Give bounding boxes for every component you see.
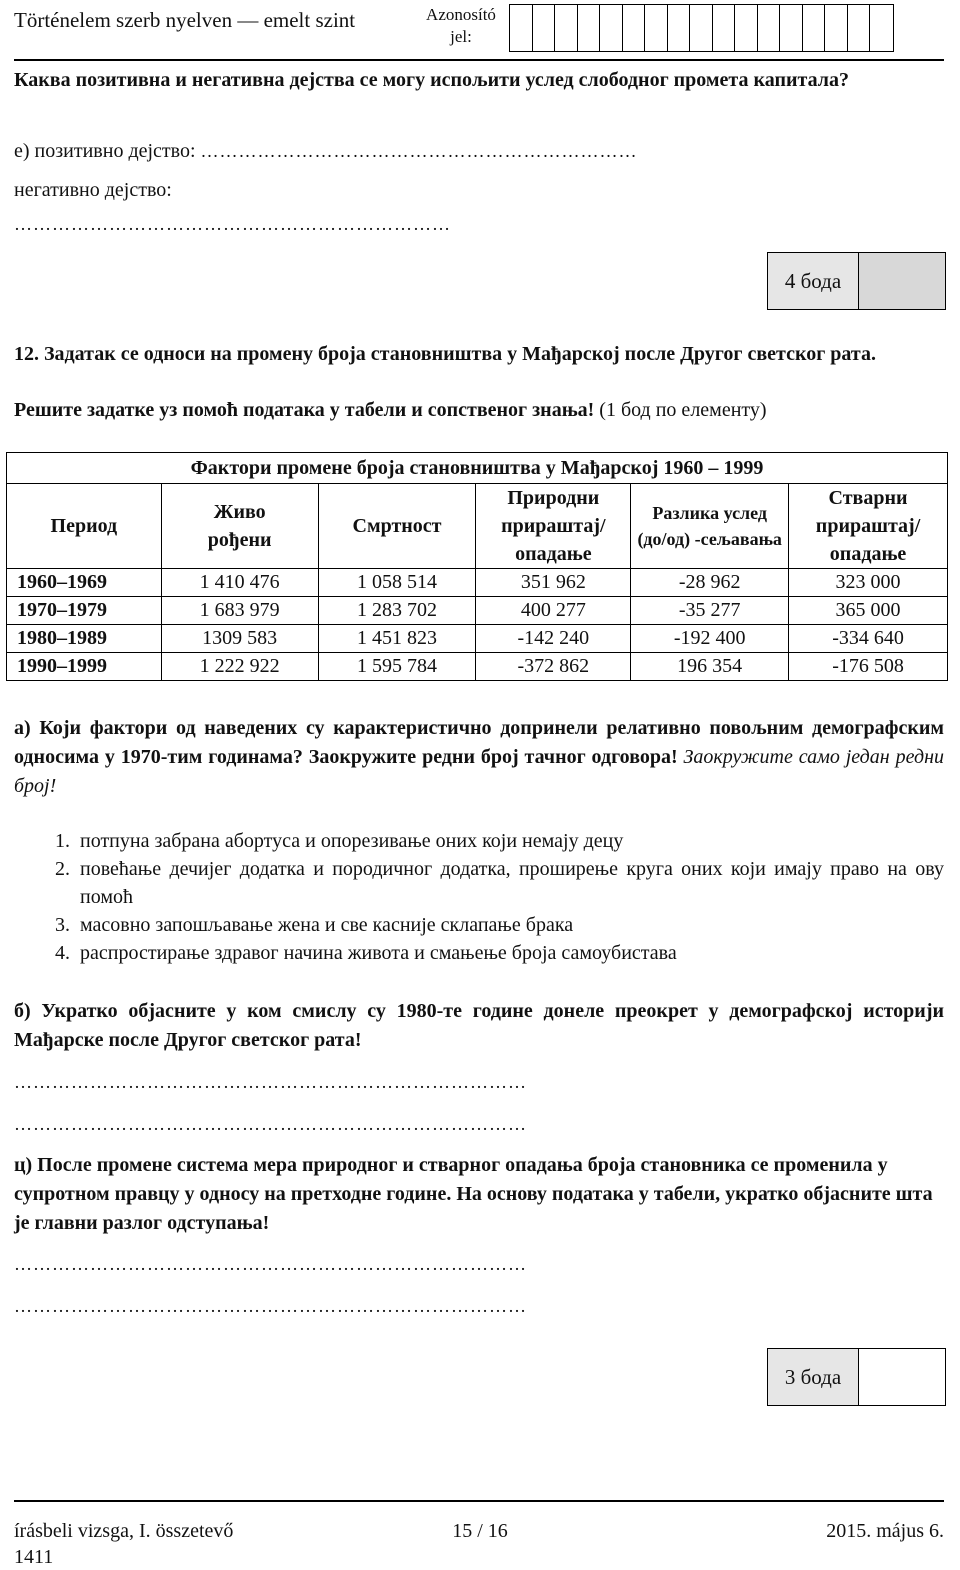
- id-box[interactable]: [555, 5, 578, 51]
- header-divider: [14, 59, 944, 61]
- footer-divider: [14, 1500, 944, 1502]
- option-number[interactable]: 2.: [55, 858, 70, 880]
- q11-e-positive-line: [14, 137, 638, 166]
- table-header: Природни прираштај/ опадање: [476, 484, 631, 569]
- population-table: [6, 452, 948, 681]
- footer-left: írásbeli vizsga, I. összetevő: [14, 1520, 234, 1542]
- table-cell: 1960–1969: [7, 569, 162, 597]
- table-cell: -192 400: [631, 625, 789, 653]
- option-number[interactable]: 4.: [55, 942, 70, 964]
- id-box[interactable]: [510, 5, 533, 51]
- q12-options-list: [36, 827, 944, 967]
- q12-c-answer-line-1[interactable]: ………………………………………………………………………: [14, 1254, 527, 1274]
- table-cell: 1970–1979: [7, 597, 162, 625]
- table-cell: 1309 583: [161, 625, 318, 653]
- table-cell: 1 222 922: [161, 653, 318, 681]
- id-label: Azonosító jel:: [426, 5, 496, 46]
- table-cell: -142 240: [476, 625, 631, 653]
- table-cell: 1 451 823: [318, 625, 476, 653]
- option-item[interactable]: [36, 911, 944, 939]
- table-header: Разлика услед (до/од) -сељавања: [631, 484, 789, 569]
- id-box[interactable]: [803, 5, 826, 51]
- id-box[interactable]: [870, 5, 893, 51]
- footer-date: 2015. május 6.: [826, 1520, 944, 1542]
- q11-score-field[interactable]: [859, 253, 945, 309]
- table-cell: -35 277: [631, 597, 789, 625]
- q12-c-answer-line-2[interactable]: ………………………………………………………………………: [14, 1296, 527, 1316]
- option-item[interactable]: [36, 855, 944, 911]
- q11-score-label: 4 бода: [768, 253, 859, 309]
- table-cell: 1990–1999: [7, 653, 162, 681]
- q11-score-box: [767, 252, 946, 310]
- id-box[interactable]: [825, 5, 848, 51]
- option-text: масовно запошљавање жена и све касније склапање брака: [80, 914, 574, 936]
- table-cell: 1 410 476: [161, 569, 318, 597]
- id-box[interactable]: [668, 5, 691, 51]
- q12-score-field[interactable]: [859, 1349, 945, 1405]
- table-cell: -334 640: [789, 625, 948, 653]
- id-box[interactable]: [600, 5, 623, 51]
- table-header: Период: [7, 484, 162, 569]
- q12-a-question: [14, 714, 944, 801]
- option-item[interactable]: [36, 939, 944, 967]
- table-caption: Фактори промене броја становништва у Мађарској 1960 – 1999: [7, 453, 948, 484]
- q12-instruction: [14, 396, 946, 425]
- id-box[interactable]: [690, 5, 713, 51]
- table-cell: 1 595 784: [318, 653, 476, 681]
- table-row: [7, 569, 948, 597]
- q12-score-label: 3 бода: [768, 1349, 859, 1405]
- id-box[interactable]: [578, 5, 601, 51]
- q11-e-negative-label: негативно дејство:: [14, 179, 172, 201]
- q11-e-label: е): [14, 140, 30, 162]
- q12-title: 12. Задатак се односи на промену броја становништва у Мађарској после Другог светског рата.: [14, 343, 876, 365]
- q11-question: Каква позитивна и негативна дејства се могу испољити услед слободног промета капитала?: [14, 69, 849, 91]
- option-item[interactable]: [36, 827, 944, 855]
- table-header: Живо рођени: [161, 484, 318, 569]
- table-header: Смртност: [318, 484, 476, 569]
- id-box[interactable]: [713, 5, 736, 51]
- table-cell: 365 000: [789, 597, 948, 625]
- q12-b-answer-line-2[interactable]: ………………………………………………………………………: [14, 1114, 527, 1134]
- table-cell: 1980–1989: [7, 625, 162, 653]
- page-number: 15 / 16: [452, 1520, 508, 1542]
- q12-b-question: б) Укратко објасните у ком смислу су 1980-те године донеле преокрет у демографској историји Мађарске после Другог светског рата!: [14, 1000, 944, 1051]
- q12-a-question-text: а) Који фактори од наведених су карактеристично допринели релативно повољним демографским односима у 1970-тим годинама? Заокружите редни број тачног одговора!: [14, 717, 944, 768]
- q11-e-positive-label: позитивно дејство:: [34, 140, 196, 162]
- option-text: потпуна забрана абортуса и опорезивање оних који немају децу: [80, 830, 624, 852]
- q11-e-positive-answer-line[interactable]: ……………………………………………………………: [200, 141, 638, 161]
- table-cell: -372 862: [476, 653, 631, 681]
- table-cell: -28 962: [631, 569, 789, 597]
- q12-a-note: Заокружите само један редни број!: [14, 746, 945, 797]
- q12-c-question: ц) После промене система мера природног и стварног опадања броја становника се променила у супротном правцу у односу на претходне године. На основу података у табели, укратко објасните шта је главни разлог одступања!: [14, 1154, 933, 1234]
- table-cell: 196 354: [631, 653, 789, 681]
- table-cell: 1 683 979: [161, 597, 318, 625]
- id-box[interactable]: [533, 5, 556, 51]
- q12-score-box: [767, 1348, 946, 1406]
- table-cell: 351 962: [476, 569, 631, 597]
- option-text: распростирање здравог начина живота и смањење броја самоубистава: [80, 942, 677, 964]
- page-header-title: Történelem szerb nyelven — emelt szint: [14, 8, 356, 32]
- id-box[interactable]: [735, 5, 758, 51]
- q11-e-negative-answer-line[interactable]: ……………………………………………………………: [14, 214, 451, 234]
- q12-instruction-bold: Решите задатке уз помоћ података у табели и сопственог знања!: [14, 399, 595, 421]
- table-cell: 1 058 514: [318, 569, 476, 597]
- table-cell: -176 508: [789, 653, 948, 681]
- id-box[interactable]: [645, 5, 668, 51]
- id-box[interactable]: [780, 5, 803, 51]
- table-row: [7, 597, 948, 625]
- table-header: Стварни прираштај/ опадање: [789, 484, 948, 569]
- table-cell: 323 000: [789, 569, 948, 597]
- id-box[interactable]: [623, 5, 646, 51]
- table-row: [7, 625, 948, 653]
- id-input-boxes[interactable]: [509, 4, 894, 52]
- q12-instruction-note: (1 бод по елементу): [599, 399, 767, 421]
- option-text: повећање дечијег додатка и породичног додатка, проширење круга оних који имају право на ову помоћ: [80, 858, 944, 908]
- q12-b-answer-line-1[interactable]: ………………………………………………………………………: [14, 1072, 527, 1092]
- table-row: [7, 653, 948, 681]
- footer-code: 1411: [14, 1546, 54, 1568]
- table-cell: 400 277: [476, 597, 631, 625]
- id-box[interactable]: [848, 5, 871, 51]
- option-number[interactable]: 1.: [55, 830, 70, 852]
- id-box[interactable]: [758, 5, 781, 51]
- table-cell: 1 283 702: [318, 597, 476, 625]
- option-number[interactable]: 3.: [55, 914, 70, 936]
